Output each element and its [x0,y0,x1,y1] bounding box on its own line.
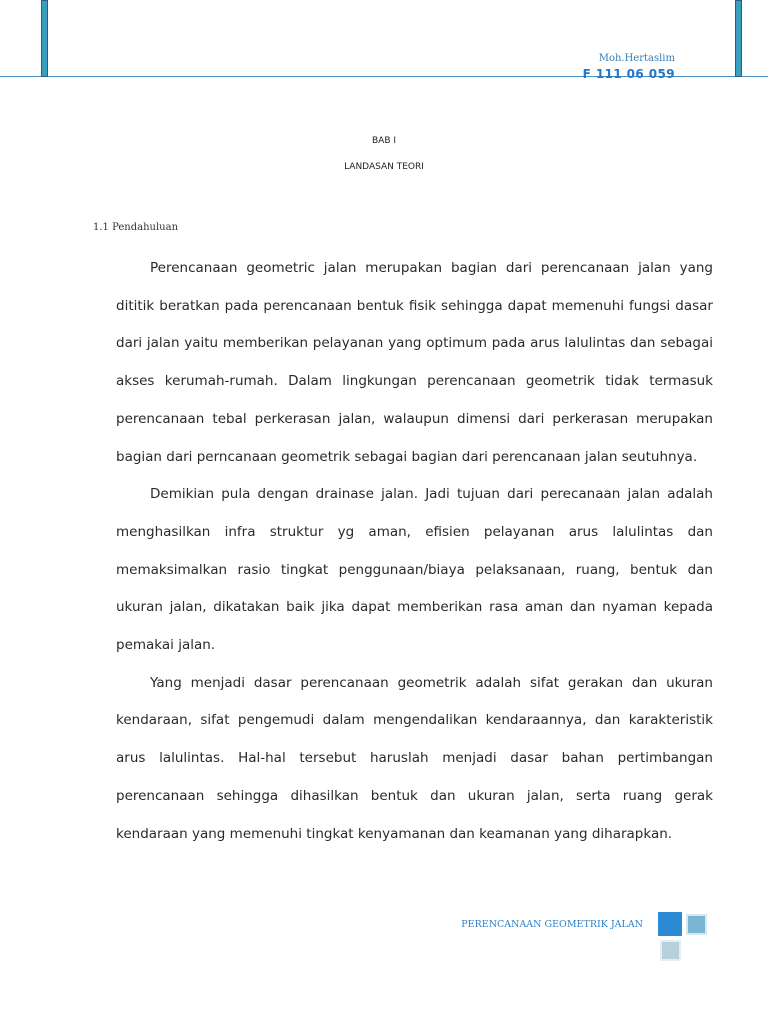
footer-logo-icon [658,912,712,966]
author-name: Moh.Hertaslim [598,53,675,64]
author-id: F 111 06 059 [582,67,675,81]
section-heading: 1.1 Pendahuluan [93,222,179,233]
chapter-number: BAB I [371,136,397,146]
paragraph: Perencanaan geometric jalan merupakan bagian dari perencanaan jalan yang dititik beratkan pada perencanaan bentuk fisik sehingga dapat memenuhi fungsi dasar dari jalan yaitu memberikan pelayanan yang optimum pada arus lalulintas dan sebagai akses kerumah-rumah. Dalam lingkungan perencanaan geometrik tidak termasuk perencanaan tebal perkerasan jalan, walaupun dimensi dari perkerasan merupakan bagian dari perncanaan geometrik sebagai bagian dari perencanaan jalan seutuhnya. [116,260,713,465]
logo-square [686,914,707,935]
paragraph: Yang menjadi dasar perencanaan geometrik adalah sifat gerakan dan ukuran kendaraan, sifat pengemudi dalam mengendalikan kendaraannya, dan karakteristik arus lalulintas. Hal-hal tersebut haruslah menjadi dasar bahan pertimbangan perencanaan sehingga dihasilkan bentuk dan ukuran jalan, serta ruang gerak kendaraan yang memenuhi tingkat kenyamanan dan keamanan yang diharapkan. [116,674,713,842]
header-right-bar [735,0,742,77]
chapter-title: LANDASAN TEORI [344,162,424,172]
logo-square [658,912,682,936]
logo-square [660,940,681,961]
footer-title: PERENCANAAN GEOMETRIK JALAN [461,919,643,930]
body-text [116,250,713,853]
paragraph: Demikian pula dengan drainase jalan. Jadi tujuan dari perecanaan jalan adalah menghasilkan infra struktur yg aman, efisien pelayanan arus lalulintas dan memaksimalkan rasio tingkat penggunaan/biaya pelaksanaan, ruang, bentuk dan ukuran jalan, dikatakan baik jika dapat memberikan rasa aman dan nyaman kepada pemakai jalan. [116,486,713,654]
header-left-bar [41,0,48,77]
